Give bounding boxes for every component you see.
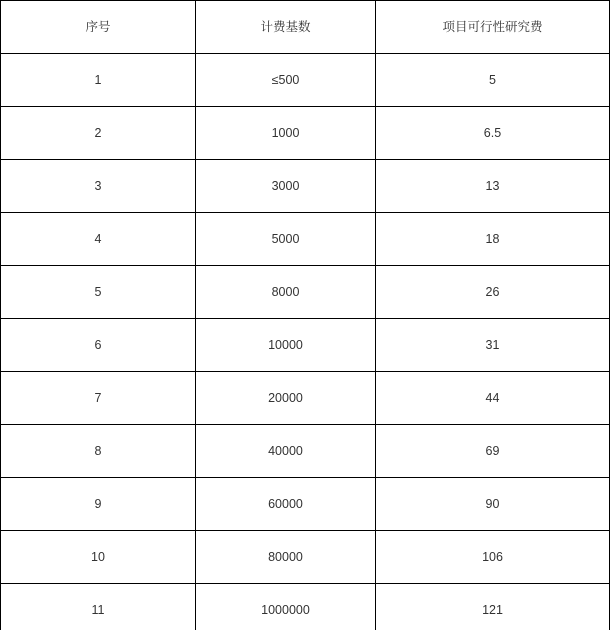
cell-index-text: 6	[94, 337, 102, 352]
cell-base-text: 80000	[268, 549, 303, 564]
table-row	[1, 372, 610, 425]
cell-index-text: 10	[91, 549, 105, 564]
table-row	[1, 266, 610, 319]
cell-index	[1, 213, 196, 266]
cell-base	[196, 160, 376, 213]
cell-base-text: 10000	[268, 337, 303, 352]
cell-base-text: 20000	[268, 390, 303, 405]
cell-base-text: 5000	[271, 231, 300, 246]
table-row	[1, 54, 610, 107]
cell-fee-text: 44	[485, 390, 500, 405]
cell-fee	[376, 425, 610, 478]
cell-fee	[376, 531, 610, 584]
cell-index-text: 11	[91, 602, 105, 617]
cell-fee-text: 18	[485, 231, 500, 246]
cell-fee	[376, 107, 610, 160]
table-row	[1, 531, 610, 584]
cell-index-text: 1	[94, 72, 102, 87]
cell-index	[1, 372, 196, 425]
cell-index	[1, 54, 196, 107]
cell-base-text: 8000	[271, 284, 300, 299]
cell-fee-text: 31	[485, 337, 500, 352]
cell-base-text: 60000	[268, 496, 303, 511]
cell-index	[1, 107, 196, 160]
table-row	[1, 213, 610, 266]
cell-base-text: 1000000	[261, 602, 310, 617]
table-row	[1, 319, 610, 372]
cell-fee-text: 106	[482, 549, 503, 564]
cell-base	[196, 54, 376, 107]
cell-base	[196, 107, 376, 160]
cell-index	[1, 531, 196, 584]
cell-fee	[376, 478, 610, 531]
cell-base-text: 1000	[271, 125, 300, 140]
table-row	[1, 584, 610, 630]
cell-fee-text: 5	[489, 72, 496, 87]
cell-base	[196, 584, 376, 630]
column-header-base	[196, 1, 376, 54]
cell-index	[1, 160, 196, 213]
cell-fee-text: 121	[482, 602, 503, 617]
table-row	[1, 107, 610, 160]
cell-index-text: 5	[94, 284, 102, 299]
cell-index	[1, 266, 196, 319]
cell-index	[1, 584, 196, 630]
cell-base	[196, 478, 376, 531]
cell-fee	[376, 584, 610, 630]
column-header-base-label: 计费基数	[260, 19, 311, 34]
cell-index	[1, 319, 196, 372]
table-row	[1, 478, 610, 531]
cell-fee	[376, 213, 610, 266]
column-header-index-label: 序号	[85, 19, 111, 34]
cell-base-text: 3000	[271, 178, 300, 193]
cell-base-text: 40000	[268, 443, 303, 458]
cell-fee-text: 13	[485, 178, 500, 193]
cell-fee	[376, 266, 610, 319]
cell-base	[196, 319, 376, 372]
cell-index	[1, 478, 196, 531]
cell-base	[196, 372, 376, 425]
cell-fee	[376, 160, 610, 213]
cell-fee-text: 69	[485, 443, 500, 458]
cell-base	[196, 213, 376, 266]
cell-base	[196, 531, 376, 584]
column-header-fee	[376, 1, 610, 54]
cell-fee	[376, 372, 610, 425]
table-row	[1, 160, 610, 213]
cell-base-text: ≤500	[271, 72, 300, 87]
cell-index-text: 2	[94, 125, 102, 140]
cell-index-text: 3	[94, 178, 102, 193]
cell-index-text: 4	[94, 231, 102, 246]
cell-index-text: 9	[94, 496, 102, 511]
cell-fee	[376, 319, 610, 372]
cell-fee	[376, 54, 610, 107]
cell-fee-text: 6.5	[483, 125, 502, 140]
column-header-index	[1, 1, 196, 54]
table-header-row	[1, 1, 610, 54]
cell-index	[1, 425, 196, 478]
table-row	[1, 425, 610, 478]
cell-index-text: 8	[94, 443, 102, 458]
cell-fee-text: 26	[485, 284, 500, 299]
cell-base	[196, 266, 376, 319]
cell-fee-text: 90	[485, 496, 500, 511]
cell-index-text: 7	[94, 390, 102, 405]
cell-base	[196, 425, 376, 478]
column-header-fee-label: 项目可行性研究费	[442, 19, 543, 34]
